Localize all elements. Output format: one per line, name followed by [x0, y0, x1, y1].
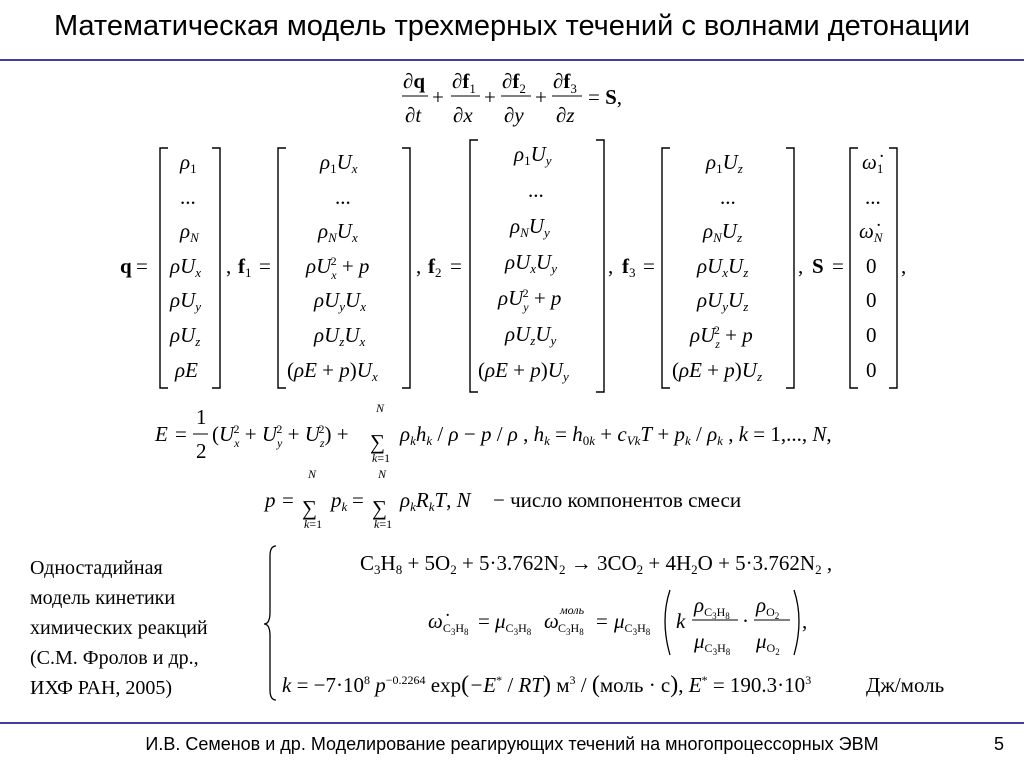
svg-text:E: E — [155, 422, 168, 446]
svg-text:f1: f1 — [238, 254, 252, 280]
svg-text:ρNUz: ρNUz — [703, 219, 742, 245]
svg-text:k = −7·108 p−0.2264 exp(−E* /: $k = -7\cdot 10^8$ $p^{-0.2264}$ exp(−E* / RT) $м^3$ / (моль · с), $E^* = 190.3\cdot 10^3$ — [282, 672, 812, 698]
k-equation — [282, 672, 944, 698]
svg-text:f3: f3 — [622, 254, 636, 280]
svg-text:N: N — [376, 401, 385, 415]
svg-text:ρ1Uz: ρ1Uz — [706, 150, 743, 176]
svg-text:ρE: ρE — [175, 358, 198, 382]
svg-text:ρUz2 + p: $\rho U_z2 + p$ — [690, 323, 753, 351]
svg-text:pk: pk — [331, 488, 348, 514]
svg-text:=: = — [175, 422, 187, 446]
vector-S — [812, 148, 906, 388]
svg-text:μC3H8: $\mu C_3H_8$ — [495, 609, 532, 637]
svg-text:=: = — [352, 488, 364, 512]
slide-title: Математическая модель трехмерных течений с волнами детонации — [53, 10, 971, 42]
svg-text:∂f2: $\partial f_2$ — [502, 69, 526, 96]
svg-text:∂y: ∂y — [504, 103, 524, 127]
svg-text:,: , — [798, 254, 804, 278]
svg-text:,: , — [901, 254, 907, 278]
svg-text:+: + — [535, 85, 547, 109]
svg-text:=: = — [478, 609, 490, 633]
svg-text:N: N — [308, 467, 317, 481]
svg-text:N: N — [378, 467, 387, 481]
svg-text:ρUx: ρUx — [170, 254, 202, 280]
rate-equation — [428, 590, 807, 657]
svg-text:q: q — [120, 254, 132, 278]
page-number: 5 — [993, 734, 1004, 754]
svg-text:ω: ω — [544, 609, 559, 633]
svg-text:моль: моль — [560, 603, 585, 617]
svg-text:0: 0 — [866, 288, 877, 312]
svg-text:ω̇N: ω̇N — [859, 219, 883, 245]
vector-q — [120, 148, 231, 388]
svg-text:p: p — [265, 488, 276, 512]
svg-text:ρUx2 + p: $\rho U_x2 + p$ — [306, 254, 370, 282]
svg-text:ρUy2 + p: $\rho U_y2 + p$ — [498, 286, 562, 314]
svg-text:ρ1Uy: ρ1Uy — [514, 142, 552, 168]
svg-text:k=1: k=1 — [374, 517, 393, 531]
conservation-equation — [402, 69, 622, 127]
svg-text:ρUy: ρUy — [170, 288, 202, 314]
vector-f3 — [622, 148, 803, 388]
svg-text:0: 0 — [866, 254, 877, 278]
svg-text:ρNUy: ρNUy — [510, 214, 550, 240]
svg-text:...: ... — [335, 185, 351, 209]
svg-text:=: = — [259, 254, 271, 278]
svg-text:...: ... — [180, 185, 196, 209]
svg-text:=: = — [596, 609, 608, 633]
svg-text:0: 0 — [866, 358, 877, 382]
svg-text:ρO2: $\rho O_2$ — [756, 593, 780, 621]
svg-text:=: = — [282, 488, 294, 512]
svg-text:k=1: k=1 — [304, 517, 323, 531]
svg-text:ω̇1: ω̇1 — [862, 150, 884, 176]
svg-text:1: 1 — [196, 405, 207, 429]
svg-text:=: = — [136, 254, 148, 278]
svg-text:=: = — [832, 254, 844, 278]
svg-text:ρUxUz: ρUxUz — [697, 254, 749, 280]
svg-text:,: , — [608, 254, 614, 278]
svg-text:ρkRkT, N: ρkRkT, N — [400, 488, 471, 514]
svg-text:(ρE + p)Uy: (ρE + p)Uy — [478, 358, 569, 384]
svg-text:(Ux2 + Uy2 + Uz2) +: $(U_x2 + U_y2 + U_z2)$ + — [212, 422, 349, 450]
svg-text:μO2: $\mu O_2$ — [756, 629, 780, 657]
svg-text:=: = — [643, 254, 655, 278]
note-line: химических реакций — [30, 617, 208, 639]
svg-text:0: 0 — [866, 323, 877, 347]
svg-text:∂q: ∂q — [403, 69, 426, 93]
svg-text:S: S — [812, 254, 824, 278]
svg-text:∂f3: $\partial f_3$ — [553, 69, 577, 96]
vector-f2 — [428, 140, 613, 392]
svg-text:·: · — [742, 609, 749, 633]
svg-text:ρUzUy: ρUzUy — [505, 322, 557, 348]
pressure-equation — [263, 467, 741, 531]
svg-text:ρkhk / ρ − p / ρ , hk = h0k +: ρkhk / ρ − p / ρ , hk = h0k + cVkT + pk / ρk , k = 1,..., N, — [400, 422, 832, 448]
svg-text:− число компонентов смеси: − число компонентов смеси — [493, 488, 742, 512]
svg-text:ρUyUx: ρUyUx — [314, 288, 366, 314]
note-line: Одностадийная — [30, 557, 163, 579]
svg-text:ω̇C3H8: $\omegȧC_3H_8$ — [428, 609, 469, 637]
svg-text:(ρE + p)Ux: (ρE + p)Ux — [287, 358, 378, 384]
svg-text:μC3H8: $\mu C_3H_8$ — [614, 609, 651, 637]
svg-text:∂t: ∂t — [405, 103, 422, 127]
kinetics-note — [30, 553, 208, 703]
svg-text:,: , — [226, 254, 232, 278]
svg-text:,: , — [802, 609, 808, 633]
svg-text:=: = — [450, 254, 462, 278]
svg-text:C3H8 + 5O2 + 5·3.762N2 → 3CO2: C3H8 + 5O2 + 5·3.762N2 → 3CO2 + 4H2O + 5·3.762N2 , — [360, 551, 833, 577]
svg-text:∑: ∑ — [372, 496, 387, 520]
note-line: модель кинетики — [30, 587, 176, 609]
svg-text:ρN: ρN — [180, 219, 199, 245]
svg-text:= S,: = S, — [588, 85, 623, 109]
svg-text:...: ... — [720, 185, 736, 209]
svg-text:ρUxUy: ρUxUy — [505, 250, 557, 276]
vector-f1 — [238, 148, 421, 388]
svg-text:∑: ∑ — [370, 430, 385, 454]
svg-text:∂f1: $\partial f_1$ — [452, 69, 476, 96]
svg-text:k: k — [676, 609, 686, 633]
svg-text:C3H8: $C_3H_8$ — [558, 621, 584, 637]
svg-text:,: , — [416, 254, 422, 278]
svg-text:...: ... — [865, 185, 881, 209]
note-line: (С.М. Фролов и др., — [30, 647, 199, 669]
svg-text:f2: f2 — [428, 254, 442, 280]
svg-text:ρUyUz: ρUyUz — [697, 288, 749, 314]
curly-brace — [264, 546, 276, 700]
svg-text:+: + — [432, 85, 444, 109]
svg-text:ρC3H8: $\rho C_3H_8$ — [694, 593, 730, 621]
svg-text:2: 2 — [196, 439, 207, 463]
footer-text: И.В. Семенов и др. Моделирование реагирующих течений на многопроцессорных ЭВМ — [145, 734, 879, 754]
footer-rule — [0, 722, 1024, 724]
svg-text:ρ1Ux: ρ1Ux — [320, 150, 358, 176]
energy-equation — [154, 401, 832, 465]
svg-text:∂x: ∂x — [453, 103, 473, 127]
svg-text:∑: ∑ — [302, 496, 317, 520]
svg-text:ρ1: ρ1 — [180, 150, 197, 176]
note-line: ИХФ РАН, 2005) — [30, 677, 173, 699]
svg-text:∂z: ∂z — [556, 103, 575, 127]
svg-text:+: + — [484, 85, 496, 109]
svg-text:(ρE + p)Uz: (ρE + p)Uz — [672, 358, 762, 384]
svg-text:ρUzUx: ρUzUx — [314, 323, 366, 349]
svg-text:...: ... — [528, 178, 544, 202]
reaction-equation — [360, 551, 832, 577]
svg-text:μC3H8: $\mu C_3H_8$ — [694, 629, 731, 657]
svg-text:k=1: k=1 — [372, 451, 391, 465]
svg-text:ρUz: ρUz — [170, 323, 201, 349]
svg-text:ρNUx: ρNUx — [318, 219, 358, 245]
svg-text:Дж/моль: Дж/моль — [866, 673, 945, 697]
